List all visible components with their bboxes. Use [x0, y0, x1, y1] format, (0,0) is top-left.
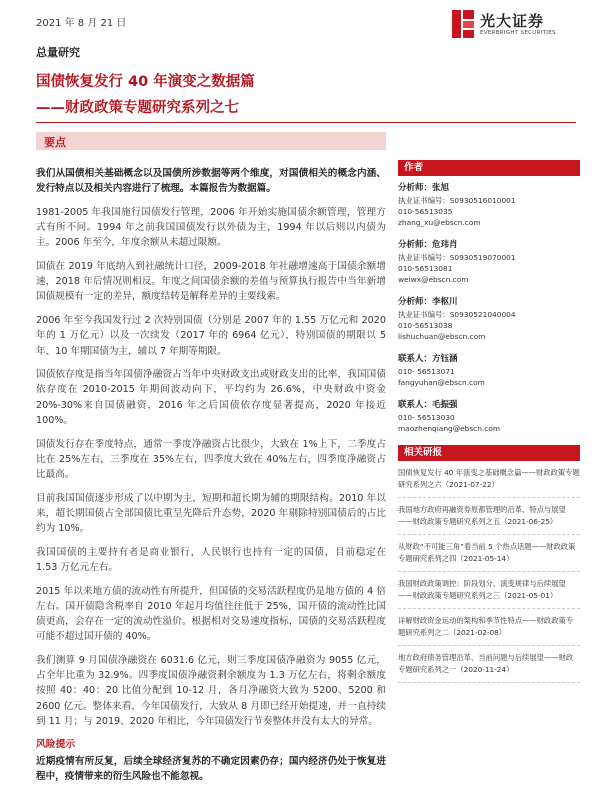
analyst-email[interactable]: weiwx@ebscn.com	[398, 275, 469, 284]
logo-text-cn: 光大证券	[480, 12, 545, 30]
body-paragraph: 1981-2005 年我国施行国债发行管理，2006 年开始实施国债余额管理，管理方式有所不同。1994 年之前我国国债发行以外债为主，1994 年以后则以内债为主。2006 年至今，年度余额从未超过限额。	[36, 206, 386, 249]
contact-name: 联系人：方钰涵	[398, 354, 458, 364]
contact-name: 联系人：毛振强	[398, 400, 458, 410]
contact-phone: 010- 56513071	[398, 367, 455, 376]
related-reports-header: 相关研报	[398, 445, 580, 461]
logo-text-en: EVERBRIGHT SECURITIES	[480, 30, 556, 36]
body-paragraph: 目前我国国债逐步形成了以中期为主，短期和超长期为辅的期限结构。2010 年以来，超长期国债占全部国债比重呈先降后升态势，2020 年剔除特别国债后的占比约为 10%。	[36, 492, 386, 535]
body-paragraph: 国债依存度是指当年国债净融资占当年中央财政支出或财政支出的比率，我国国债依存度在 2010-2015 年期间波动向下，平均约为 26.6%，中央财政中资金 20%-30%来自国债融资，2016 年之后国债依存度显著提高，2020 年接近 100%。	[36, 369, 386, 426]
related-report-link[interactable]: 国债恢复发行 40 年演变之基础概念篇——财政政策专题研究系列之六（2021-07-22）	[398, 461, 580, 498]
contact-card	[398, 353, 580, 388]
analyst-phone: 010-56513038	[398, 321, 453, 330]
body-paragraph: 国债在 2019 年底纳入到社融统计口径，2009-2018 年社融增速高于国债余额增速，2018 年后情况则相反。年度之间国债余额的差值与预算执行报告中当年新增国债规模有一定的差异，额度结转是解释差异的主要线索。	[36, 261, 386, 303]
company-logo	[452, 8, 572, 44]
contact-card	[398, 399, 580, 434]
contact-email[interactable]: maozhenqiang@ebscn.com	[398, 424, 501, 433]
analyst-license: 执业证书编号：S0930516010001	[398, 196, 516, 205]
title-divider	[36, 122, 576, 123]
related-report-link[interactable]: 从财政“不可能三角”看当前 5 个热点话题——财政政策专题研究系列之四（2021-05-14）	[398, 535, 580, 572]
analyst-card	[398, 182, 580, 228]
analyst-card	[398, 296, 580, 342]
analyst-license: 执业证书编号：S0930519070001	[398, 253, 516, 262]
related-report-link[interactable]: 地方政府债务管理沿革、当前问题与后续展望——财政专题研究系列之一（2020-11-24）	[398, 646, 580, 683]
analyst-license: 执业证书编号：S0930521040004	[398, 310, 516, 319]
analyst-email[interactable]: zhang_xu@ebscn.com	[398, 218, 481, 227]
contact-phone: 010- 56513030	[398, 413, 455, 422]
key-points-label: 要点	[44, 136, 66, 149]
analyst-phone: 010-56513035	[398, 207, 453, 216]
body-paragraph: 2006 年至今我国发行过 2 次特别国债（分别是 2007 年的 1.55 万亿元和 2020 年的 1 万亿元）以及一次续发（2017 年的 6964 亿元），特别国债的期限以 5 年、10 年期国债为主，辅以 7 年期等期限。	[36, 315, 386, 357]
analyst-phone: 010-56513081	[398, 264, 453, 273]
analyst-email[interactable]: lishuchuan@ebscn.com	[398, 332, 486, 341]
report-subtitle: ——财政政策专题研究系列之七	[36, 100, 239, 116]
contact-email[interactable]: fangyuhan@ebscn.com	[398, 378, 485, 387]
related-report-link[interactable]: 我国财政政策调控：阶段划分、演变规律与后续展望——财政政策专题研究系列之三（2021-05-01）	[398, 572, 580, 609]
related-report-link[interactable]: 详解财政资金运动的架构和季节性特点——财政政策专题研究系列之二（2021-02-08）	[398, 609, 580, 646]
body-paragraph: 国债发行存在季度特点，通常一季度净融资占比很少，大致在 1%上下，二季度占比在 25%左右，三季度在 35%左右，四季度大致在 40%左右，四季度净融资占比最高。	[36, 438, 386, 480]
everbright-logo-icon	[452, 10, 474, 38]
authors-header: 作者	[398, 160, 580, 176]
analyst-name: 分析师：危玮肖	[398, 240, 458, 250]
risk-text: 近期疫情有所反复，后续全球经济复苏的不确定因素仍存；国内经济仍处于恢复进程中，疫情带来的衍生风险也不能忽视。	[36, 755, 386, 782]
main-content	[36, 166, 386, 792]
report-date: 2021 年 8 月 21 日	[36, 18, 127, 29]
body-paragraph: 2015 年以来地方债的流动性有所提升，但国债的交易活跃程度仍是地方债的 4 倍左右。国开债隐含税率自 2010 年起月均值往往低于 25%，国开债的流动性比国债更高，会存在一定的流动性溢价。根据相对交易速度指标，国债的交易活跃程度可能不超过国开债的 40%。	[36, 585, 386, 643]
report-title: 国债恢复发行 40 年演变之数据篇	[36, 74, 255, 90]
key-points-header	[36, 132, 386, 150]
analyst-name: 分析师：张旭	[398, 183, 450, 193]
lead-paragraph: 我们从国债相关基础概念以及国债所涉数据等两个维度，对国债相关的概念内涵、发行特点以及相关内容进行了梳理。本篇报告为数据篇。	[36, 168, 386, 195]
report-category: 总量研究	[36, 46, 80, 59]
related-report-link[interactable]: 我国地方政府再融资券原都管理的沿革、特点与展望——财政政策专题研究系列之五（2021-06-25）	[398, 498, 580, 535]
sidebar	[398, 160, 580, 683]
analyst-card	[398, 239, 580, 285]
risk-heading: 风险提示	[36, 738, 76, 750]
analyst-name: 分析师：李枢川	[398, 297, 458, 307]
body-paragraph: 我们测算 9 月国债净融资在 6031.6 亿元，则三季度国债净融资为 9055 亿元，占全年比重为 32.9%。四季度国债净融资剩余额度为 1.3 万亿左右，将剩余额度按照 40：40：20 比值分配到 10-12 月，各月净融资大致为 5200、5200 和 2600 亿元。整体来看，今年国债发行，大致从 8 月即已经开始提速，并一直持续到 11 月；与 2019、2020 年相比，今年国债发行节奏整体并没有太大的异常。	[36, 654, 386, 727]
body-paragraph: 我国国债的主要持有者是商业银行，人民银行也持有一定的国债，目前稳定在 1.53 万亿元左右。	[36, 546, 386, 573]
